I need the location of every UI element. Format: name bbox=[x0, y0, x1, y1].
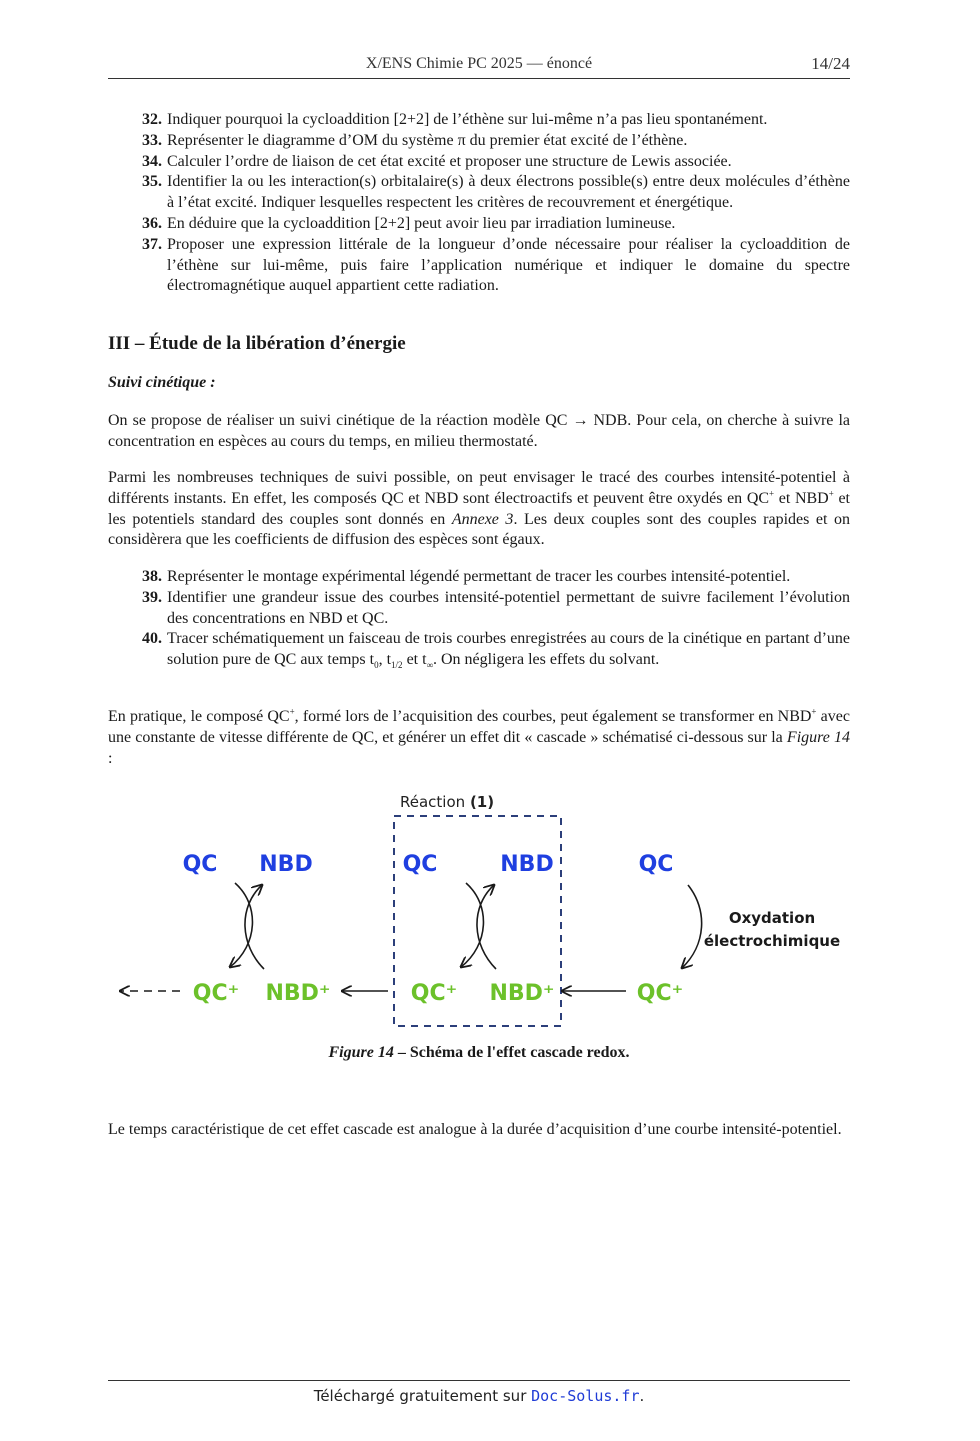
question-item bbox=[108, 172, 850, 214]
annex-reference: Annexe 3 bbox=[451, 510, 514, 528]
figure-caption bbox=[108, 1044, 850, 1062]
curved-arrow bbox=[230, 883, 252, 967]
paragraph-conclusion: Le temps caractéristique de cet effet cascade est analogue à la durée d’acquisition d’une courbe intensité-potentiel. bbox=[108, 1121, 842, 1138]
question-item bbox=[108, 235, 850, 297]
question-text: Représenter le montage expérimental légendé permettant de tracer les courbes intensité-potentiel. bbox=[167, 568, 791, 585]
text-run: Tracer schématiquement un faisceau de trois courbes enregistrées au cours de la cinétique en partant d’une solution pure de QC aux temps t bbox=[167, 630, 850, 669]
question-text: Identifier une grandeur issue des courbes intensité-potentiel permettant de suivre facilement l’évolution des concentrations en NBD et QC. bbox=[167, 588, 850, 627]
header-title: X/ENS Chimie PC 2025 — énoncé bbox=[365, 55, 593, 72]
question-list bbox=[108, 567, 850, 671]
paragraph-techniques bbox=[108, 468, 850, 551]
question-text: Identifier la ou les interaction(s) orbitalaire(s) à deux électrons possible(s) entre deux molécules d’éthène à l’état excité. Indiquer lesquelles respectent les critères de recouvrement et énergétique. bbox=[167, 173, 850, 212]
subscript: 0 bbox=[374, 660, 379, 671]
superscript: + bbox=[828, 488, 834, 499]
subscript: ∞ bbox=[426, 660, 433, 671]
section-title: III – Étude de la libération d’énergie bbox=[108, 333, 406, 354]
footer-text: Téléchargé gratuitement sur bbox=[313, 1387, 532, 1405]
qc-plus-right: QC⁺ bbox=[636, 981, 684, 1006]
text-run: et t bbox=[402, 651, 427, 669]
nbd-left: NBD bbox=[259, 852, 313, 877]
question-item bbox=[108, 214, 850, 235]
text-run: . Les deux couples sont des couples rapides et on considèrera que les coefficients de diffusion des espèces sont égaux. bbox=[108, 510, 851, 549]
question-number: 38. bbox=[142, 568, 162, 585]
curved-arrow bbox=[245, 885, 264, 969]
qc-plus-middle: QC⁺ bbox=[410, 981, 458, 1006]
text-run: . On négligera les effets du solvant. bbox=[432, 651, 660, 669]
question-text: Représenter le diagramme d’OM du système π du premier état excité de l’éthène. bbox=[167, 131, 688, 149]
footer-end: . bbox=[639, 1387, 645, 1405]
superscript: + bbox=[289, 706, 295, 717]
qc-plus-left: QC⁺ bbox=[192, 981, 240, 1006]
subsection-title: Suivi cinétique : bbox=[108, 374, 216, 391]
question-item bbox=[108, 567, 850, 588]
nbd-middle: NBD bbox=[500, 852, 554, 877]
question-number: 34. bbox=[142, 152, 162, 170]
qc-middle: QC bbox=[402, 852, 438, 877]
nbd-plus-left: NBD⁺ bbox=[265, 981, 331, 1006]
oxidation-label-1: Oxydation bbox=[728, 909, 816, 927]
paragraph-cascade bbox=[108, 707, 850, 769]
question-number: 37. bbox=[142, 235, 162, 253]
reaction-label: Réaction (1) bbox=[400, 793, 495, 811]
question-item bbox=[108, 588, 850, 630]
text-run: et NBD bbox=[774, 489, 829, 507]
question-number: 33. bbox=[142, 131, 162, 149]
figure-reference: Figure 14 bbox=[786, 728, 851, 746]
subscript: 1/2 bbox=[391, 660, 403, 671]
superscript: + bbox=[811, 706, 817, 717]
paragraph-intro: On se propose de réaliser un suivi cinétique de la réaction modèle QC → NDB. Pour cela, on cherche à suivre la concentration en espèces au cours du temps, en milieu thermostaté. bbox=[108, 412, 850, 450]
caption-text: – Schéma de l'effet cascade redox. bbox=[393, 1044, 630, 1061]
question-item bbox=[108, 110, 850, 131]
question-number: 36. bbox=[142, 214, 162, 232]
question-list bbox=[108, 110, 850, 297]
text-run: et les potentiels standard des couples sont donnés en bbox=[108, 489, 850, 528]
question-item bbox=[108, 629, 850, 671]
question-text: En déduire que la cycloaddition [2+2] peut avoir lieu par irradiation lumineuse. bbox=[167, 214, 676, 232]
footer-link[interactable]: Doc-Solus.fr bbox=[531, 1387, 640, 1405]
oxidation-label-2: électrochimique bbox=[703, 932, 841, 950]
cascade-figure bbox=[108, 785, 850, 1035]
oxidation-arrow bbox=[682, 885, 702, 968]
nbd-plus-middle: NBD⁺ bbox=[489, 981, 555, 1006]
text-run: Parmi les nombreuses techniques de suivi possible, on peut envisager le tracé des courbes intensité-potentiel à différents instants. En effet, les composés QC et NBD sont électroactifs et peuvent être oxydés en QC bbox=[108, 469, 850, 507]
question-item bbox=[108, 152, 850, 173]
qc-left: QC bbox=[182, 852, 218, 877]
footer bbox=[108, 1387, 850, 1405]
page-number: 14/24 bbox=[811, 54, 850, 73]
question-number: 32. bbox=[142, 111, 162, 128]
question-item bbox=[108, 131, 850, 152]
question-text: Proposer une expression littérale de la longueur d’onde nécessaire pour réaliser la cycloaddition de l’éthène sur lui-même, puis faire l’application numérique et indiquer le domaine du spectre électromagnétique auquel appartient cette radiation. bbox=[167, 235, 850, 295]
footer-divider bbox=[108, 1380, 850, 1381]
figure-number: Figure 14 bbox=[328, 1044, 394, 1061]
qc-right: QC bbox=[638, 852, 674, 877]
question-number: 40. bbox=[142, 630, 162, 648]
text-run: , formé lors de l’acquisition des courbes, peut également se transformer en NBD bbox=[294, 708, 812, 725]
text-run: , t bbox=[378, 651, 392, 669]
curved-arrow bbox=[477, 885, 496, 969]
question-text bbox=[167, 629, 850, 671]
curved-arrow bbox=[461, 883, 483, 967]
header-divider bbox=[108, 78, 850, 79]
question-number: 39. bbox=[142, 588, 162, 606]
superscript: + bbox=[769, 488, 775, 499]
text-run: : bbox=[108, 749, 113, 767]
text-run: En pratique, le composé QC bbox=[108, 708, 290, 725]
question-number: 35. bbox=[142, 173, 162, 191]
text-run: avec une constante de vitesse différente de QC, et générer un effet dit « cascade » schématisé ci-dessous sur la bbox=[108, 708, 850, 746]
question-text: Indiquer pourquoi la cycloaddition [2+2] de l’éthène sur lui-même n’a pas lieu spontanément. bbox=[167, 111, 768, 128]
question-text: Calculer l’ordre de liaison de cet état excité et proposer une structure de Lewis associée. bbox=[167, 152, 732, 170]
